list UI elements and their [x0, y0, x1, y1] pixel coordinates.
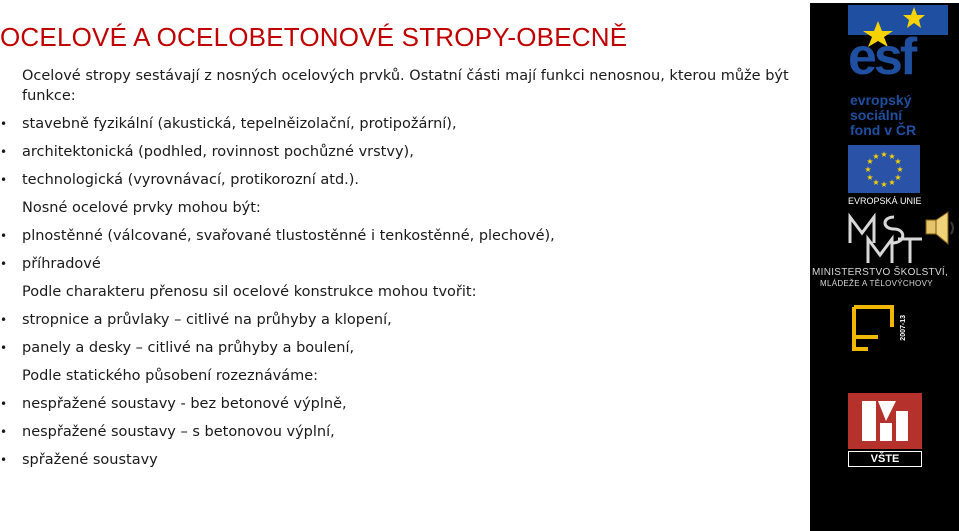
- logo-sidebar: [810, 3, 959, 531]
- body-line: funkce:: [22, 88, 76, 104]
- svg-text:★: ★: [872, 152, 880, 161]
- body-line: Podle charakteru přenosu sil ocelové konstrukce mohou tvořit:: [22, 284, 477, 300]
- speaker-icon[interactable]: [924, 210, 958, 246]
- esf-caption-line1: evropský: [850, 92, 912, 108]
- op-bracket-graphic: [848, 299, 918, 361]
- bullet-item: • architektonická (podhled, rovinnost pochůzné vrstvy),: [22, 144, 414, 160]
- body-line: Ocelové stropy sestávají z nosných ocelových prvků. Ostatní části mají funkci nenosnou, kterou může být: [22, 68, 789, 84]
- esf-caption-line2: sociální: [850, 107, 903, 123]
- esf-wordmark: esf: [848, 28, 915, 86]
- vste-logo: [848, 393, 922, 469]
- slide-title: OCELOVÉ A OCELOBETONOVÉ STROPY-OBECNĚ: [0, 22, 628, 52]
- bullet-item: • příhradové: [22, 256, 101, 272]
- bullet-item: • stavebně fyzikální (akustická, tepelněizolační, protipožární),: [22, 116, 457, 132]
- svg-text:★: ★: [880, 180, 888, 189]
- op-years: 2007-13: [900, 315, 907, 341]
- body-line: Podle statického působení rozeznáváme:: [22, 368, 319, 384]
- bullet-item: • nespřažené soustavy - bez betonové výplně,: [22, 396, 347, 412]
- msmt-monogram-graphic: [848, 213, 928, 265]
- msmt-caption-line1: MINISTERSTVO ŠKOLSTVÍ,: [812, 267, 949, 278]
- eu-caption: EVROPSKÁ UNIE: [848, 196, 922, 206]
- svg-text:★: ★: [894, 157, 902, 166]
- eu-flag-logo: [848, 145, 920, 207]
- svg-text:★: ★: [880, 150, 888, 159]
- esf-caption-line3: fond v ČR: [850, 122, 917, 138]
- esf-logo: [848, 5, 948, 140]
- svg-text:★: ★: [866, 157, 874, 166]
- svg-text:★: ★: [888, 152, 896, 161]
- svg-text:★: ★: [864, 165, 872, 174]
- svg-text:★: ★: [888, 178, 896, 187]
- vste-emblem-graphic: [848, 393, 922, 449]
- vste-caption-box: [848, 451, 922, 467]
- bullet-item: • technologická (vyrovnávací, protikorozní atd.).: [22, 172, 359, 188]
- msmt-caption-line2: MLÁDEŽE A TĚLOVÝCHOVY: [820, 279, 933, 288]
- svg-text:★: ★: [872, 178, 880, 187]
- eu-flag-icon: [848, 145, 920, 193]
- svg-text:★: ★: [894, 173, 902, 182]
- op-logo: [848, 299, 918, 361]
- bullet-item: • spřažené soustavy: [22, 452, 158, 468]
- bullet-item: • stropnice a průvlaky – citlivé na průhyby a klopení,: [22, 312, 392, 328]
- bullet-item: • nespřažené soustavy – s betonovou výplní,: [22, 424, 335, 440]
- body-line: Nosné ocelové prvky mohou být:: [22, 200, 261, 216]
- bullet-item: • plnostěnné (válcované, svařované tlustostěnné i tenkostěnné, plechové),: [22, 228, 555, 244]
- svg-text:★: ★: [896, 165, 904, 174]
- vste-caption: VŠTE: [870, 453, 900, 465]
- bullet-item: • panely a desky – citlivé na průhyby a boulení,: [22, 340, 354, 356]
- svg-text:★: ★: [866, 173, 874, 182]
